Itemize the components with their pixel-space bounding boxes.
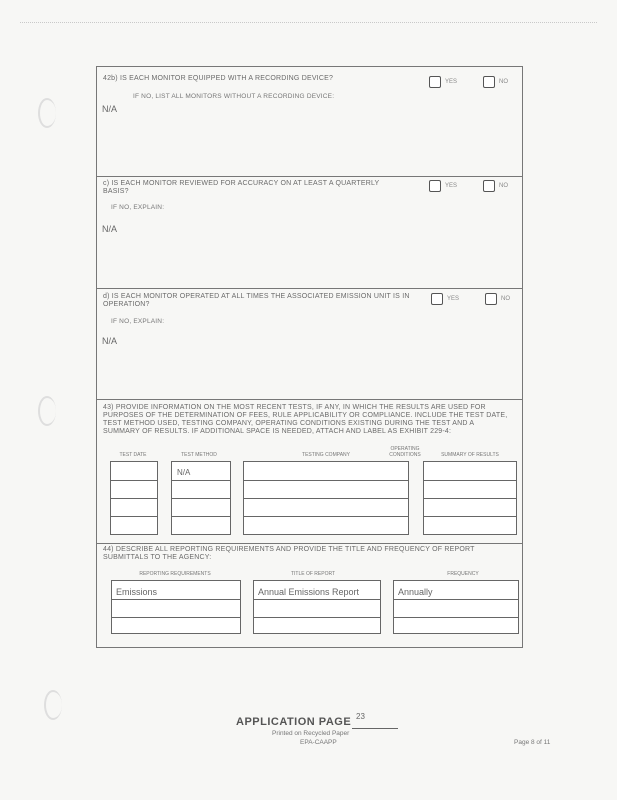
question-c-text: c) IS EACH MONITOR REVIEWED FOR ACCURACY ON AT LEAST A QUARTERLY BASIS? (103, 180, 380, 195)
label-d-no: NO (501, 296, 510, 302)
table-testing-company (243, 461, 409, 535)
footer-recycled: Printed on Recycled Paper (272, 730, 350, 737)
section-43 (97, 400, 522, 544)
col-summary-results: SUMMARY OF RESULTS (441, 452, 499, 458)
label-d-yes: YES (447, 296, 460, 302)
value-test-method: N/A (177, 468, 191, 477)
question-42b-sub: IF NO, LIST ALL MONITORS WITHOUT A RECORDING DEVICE: (133, 93, 335, 100)
col-frequency: FREQUENCY (447, 571, 479, 577)
checkbox-42b-no[interactable] (483, 76, 495, 88)
table-title-of-report (253, 580, 381, 634)
section-44 (97, 544, 522, 647)
section-c (97, 177, 522, 289)
section-42b (97, 67, 522, 177)
table-test-method (171, 461, 231, 535)
question-43-text: 43) PROVIDE INFORMATION ON THE MOST RECENT TESTS, IF ANY, IN WHICH THE RESULTS ARE USED FOR PURPOSES OF THE DETERMINATION OF FEES, RULE APPLICABILITY OR COMPLIANCE. INCLUDE THE TEST DATE, TEST METHOD USED, TESTING COMPANY, OPERATING CONDITIONS EXISTING DURING THE TEST AND A SUMMARY OF RESULTS. IF ADDITIONAL SPACE IS NEEDED, ATTACH AND LABEL AS EXHIBIT 229-4: (103, 404, 508, 435)
top-dotted-rule (20, 22, 597, 23)
question-42b-text: 42b) IS EACH MONITOR EQUIPPED WITH A RECORDING DEVICE? (103, 75, 334, 82)
form-box (96, 66, 523, 648)
col-operating-conditions: OPERATING CONDITIONS (389, 446, 421, 458)
col-testing-company: TESTING COMPANY (302, 452, 350, 458)
checkbox-42b-yes[interactable] (429, 76, 441, 88)
checkbox-c-no[interactable] (483, 180, 495, 192)
punch-hole-middle (38, 396, 56, 426)
footer-page-of: Page 8 of 11 (514, 739, 551, 746)
question-44-text: 44) DESCRIBE ALL REPORTING REQUIREMENTS AND PROVIDE THE TITLE AND FREQUENCY OF REPORT SUBMITTALS TO THE AGENCY: (103, 546, 475, 561)
footer-form-code: EPA-CAAPP (300, 739, 337, 746)
page-number-line (352, 728, 398, 729)
value-frequency: Annually (398, 587, 433, 597)
question-d-sub: IF NO, EXPLAIN: (111, 318, 165, 325)
checkbox-c-yes[interactable] (429, 180, 441, 192)
label-42b-no: NO (499, 79, 508, 85)
question-c-sub: IF NO, EXPLAIN: (111, 204, 165, 211)
punch-hole-bottom (44, 690, 62, 720)
col-test-method: TEST METHOD (181, 452, 217, 458)
label-c-no: NO (499, 183, 508, 189)
checkbox-d-yes[interactable] (431, 293, 443, 305)
answer-d: N/A (102, 336, 118, 346)
checkbox-d-no[interactable] (485, 293, 497, 305)
footer-title: APPLICATION PAGE (236, 716, 352, 728)
answer-42b: N/A (102, 104, 118, 114)
table-test-date (110, 461, 158, 535)
col-title-of-report: TITLE OF REPORT (290, 571, 336, 577)
col-reporting-requirements: REPORTING REQUIREMENTS (139, 571, 211, 577)
value-title-of-report: Annual Emissions Report (258, 587, 360, 597)
answer-c: N/A (102, 224, 118, 234)
punch-hole-top (38, 98, 56, 128)
table-frequency (393, 580, 519, 634)
col-test-date: TEST DATE (119, 452, 147, 458)
label-42b-yes: YES (445, 79, 458, 85)
table-reporting-requirements (111, 580, 241, 634)
question-d-text: d) IS EACH MONITOR OPERATED AT ALL TIMES THE ASSOCIATED EMISSION UNIT IS IN OPERATION? (103, 293, 410, 308)
footer-page-number: 23 (356, 712, 365, 721)
table-summary-results (423, 461, 517, 535)
label-c-yes: YES (445, 183, 458, 189)
value-reporting-requirement: Emissions (116, 587, 158, 597)
section-d (97, 289, 522, 400)
